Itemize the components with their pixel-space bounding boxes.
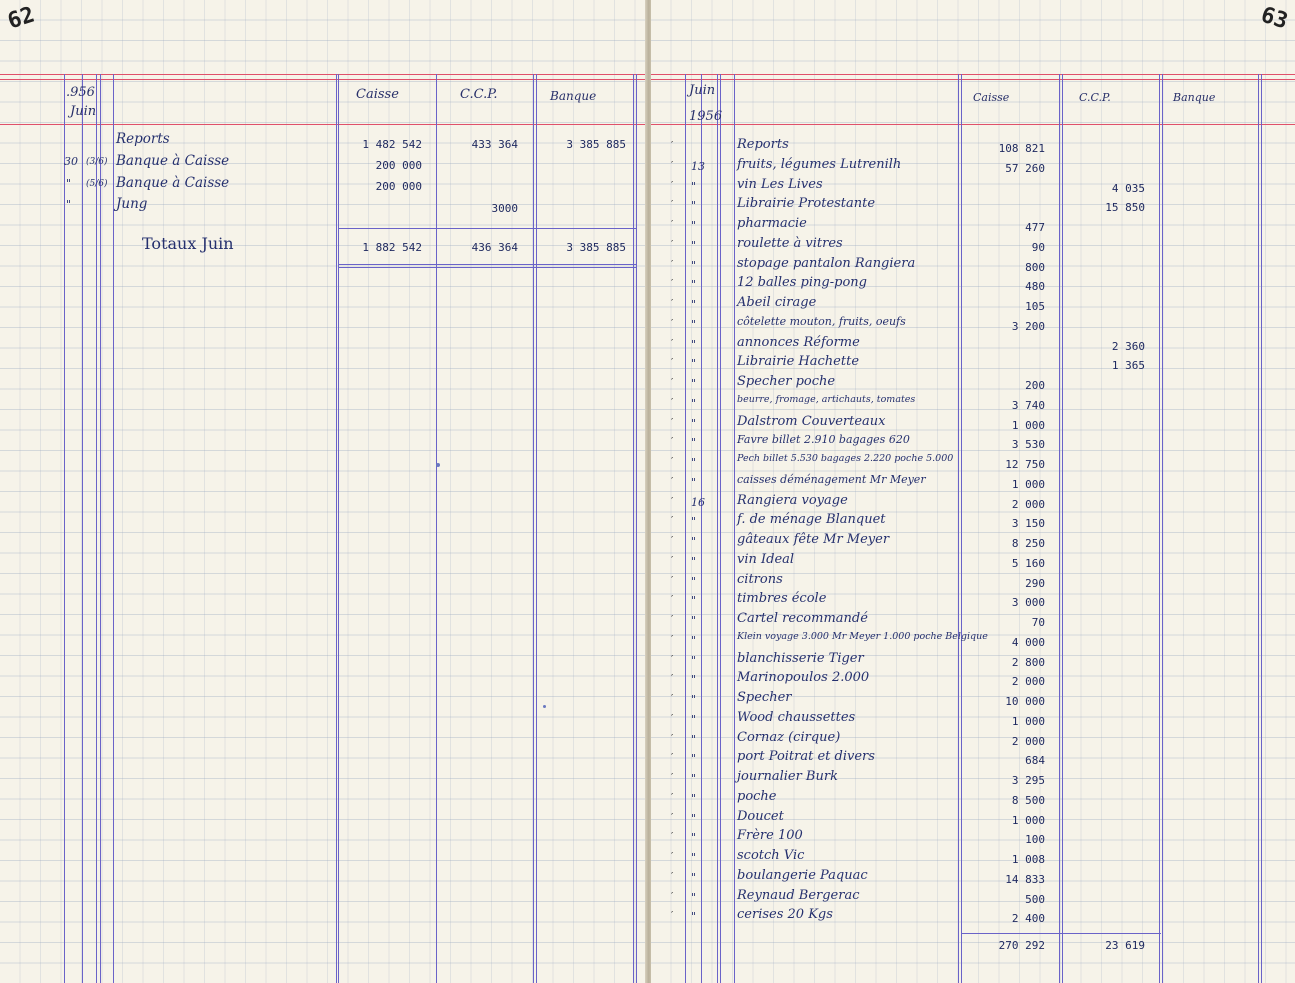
entry-date: ": [691, 199, 697, 213]
entry-date: ": [691, 475, 697, 489]
totals-label: Totaux Juin: [142, 234, 234, 253]
entry-date: ": [691, 179, 697, 193]
check-mark: ′: [671, 653, 674, 665]
check-mark: ′: [671, 140, 674, 151]
entry-caisse: 3 530: [1011, 438, 1045, 452]
entry-caisse: 10 000: [1005, 695, 1045, 708]
entry-date: ": [691, 574, 697, 588]
ink-blot: [543, 705, 546, 708]
entry-description: vin Les Lives: [737, 176, 823, 192]
entry-caisse: 1 000: [1011, 477, 1045, 491]
entry-caisse: 108 821: [998, 142, 1045, 155]
entry-ccp: 1 365: [1111, 359, 1145, 373]
entry-description: annonces Réforme: [737, 334, 860, 350]
header-month: Juin: [70, 104, 97, 119]
entry-date: ": [691, 633, 697, 647]
check-mark: ′: [671, 377, 674, 388]
entry-date: ": [691, 278, 697, 292]
col-rule: [633, 74, 634, 983]
row-desc: Banque à Caisse: [116, 175, 230, 191]
entry-date: ": [691, 693, 697, 706]
entry-description: caisses déménagement Mr Meyer: [737, 472, 926, 486]
header-banque: Banque: [1173, 91, 1216, 104]
entry-caisse: 90: [1031, 240, 1045, 254]
entry-description: Favre billet 2.910 bagages 620: [737, 433, 910, 447]
header-ccp: C.C.P.: [1079, 91, 1111, 104]
row-ref: (5/6): [86, 179, 108, 189]
check-mark: ′: [671, 298, 674, 309]
col-rule: [701, 74, 702, 983]
entry-description: Reports: [737, 137, 789, 152]
total-ccp: 436 364: [471, 241, 518, 254]
ledger-page-right: [651, 0, 1295, 983]
entry-date: ": [691, 811, 697, 825]
page-number-left: 62: [4, 2, 38, 35]
entry-caisse: 800: [1025, 260, 1045, 274]
check-mark: ′: [671, 633, 674, 645]
red-rule-header: [651, 124, 1295, 125]
entry-date: ": [691, 436, 697, 450]
row-date: ": [66, 177, 72, 190]
col-rule: [720, 74, 721, 983]
total-rule: [961, 933, 1161, 934]
col-rule: [82, 74, 83, 983]
entry-caisse: 2 000: [1011, 675, 1045, 689]
entry-description: journalier Burk: [737, 769, 838, 784]
entry-description: vin Ideal: [737, 551, 795, 567]
entry-description: poche: [737, 788, 777, 804]
red-rule-top: [651, 74, 1295, 75]
entry-caisse: 290: [1025, 576, 1045, 590]
entry-caisse: 8 250: [1011, 537, 1045, 550]
entry-description: Librairie Protestante: [737, 196, 876, 212]
entry-description: port Poitrat et divers: [737, 749, 875, 765]
entry-caisse: 57 260: [1005, 161, 1045, 175]
entry-date: ": [691, 712, 697, 726]
check-mark: ′: [671, 258, 674, 270]
entry-caisse: 477: [1025, 221, 1045, 234]
entry-date: ": [691, 317, 697, 331]
red-rule-top-2: [0, 79, 647, 80]
col-rule: [636, 74, 637, 983]
entry-description: f. de ménage Blanquet: [737, 512, 886, 528]
entry-caisse: 14 833: [1005, 872, 1045, 886]
entry-description: Specher poche: [737, 374, 836, 389]
ledger-page-left: [0, 0, 647, 983]
entry-description: Abeil cirage: [737, 295, 817, 310]
row-caisse: 200 000: [375, 159, 422, 172]
check-mark: ′: [671, 199, 674, 211]
entry-description: Librairie Hachette: [737, 354, 860, 370]
entry-date: ": [691, 258, 697, 272]
entry-description: Doucet: [737, 808, 784, 824]
check-mark: ′: [671, 614, 674, 625]
entry-description: beurre, fromage, artichauts, tomates: [737, 393, 916, 405]
entry-caisse: 480: [1025, 280, 1045, 294]
entry-caisse: 5 160: [1011, 556, 1045, 570]
header-ccp: C.C.P.: [460, 87, 498, 102]
header-caisse: Caisse: [356, 87, 399, 102]
total-rule-bottom-2: [338, 267, 636, 268]
entry-description: boulangerie Paquac: [737, 867, 868, 883]
check-mark: ′: [671, 515, 674, 527]
check-mark: ′: [671, 317, 674, 329]
red-rule-top-2: [651, 79, 1295, 80]
check-mark: ′: [671, 554, 674, 566]
row-desc: Banque à Caisse: [116, 153, 230, 169]
entry-description: fruits, légumes Lutrenilh: [737, 156, 902, 172]
entry-date: ": [691, 673, 697, 687]
check-mark: ′: [671, 574, 674, 586]
check-mark: ′: [671, 851, 674, 862]
entry-description: pharmacie: [737, 216, 807, 231]
entry-date: ": [691, 416, 697, 430]
total-caisse: 1 882 542: [362, 241, 422, 254]
check-mark: ′: [671, 772, 674, 783]
entry-description: Dalstrom Couverteaux: [737, 413, 886, 429]
col-rule: [336, 74, 337, 983]
entry-caisse: 1 000: [1011, 418, 1045, 432]
entry-date: 16: [691, 495, 705, 509]
entry-description: citrons: [737, 571, 783, 587]
header-month: Juin: [689, 83, 716, 98]
col-rule: [1059, 74, 1060, 983]
row-ref: (3/6): [86, 157, 108, 167]
entry-caisse: 3 740: [1011, 398, 1045, 412]
check-mark: ′: [671, 870, 674, 882]
col-rule: [1258, 74, 1259, 983]
check-mark: ′: [671, 278, 674, 290]
entry-description: Wood chaussettes: [737, 709, 856, 725]
entry-description: Cartel recommandé: [737, 611, 868, 626]
entry-description: Cornaz (cirque): [737, 729, 841, 745]
entry-date: ": [691, 732, 697, 746]
row-banque: 3 385 885: [566, 138, 626, 151]
col-rule: [1261, 74, 1262, 983]
entry-caisse: 4 000: [1011, 635, 1045, 649]
col-rule: [436, 74, 437, 983]
check-mark: ′: [671, 337, 674, 349]
row-caisse: 200 000: [375, 180, 422, 193]
entry-date: ": [691, 851, 697, 864]
check-mark: ′: [671, 219, 674, 230]
entry-ccp: 15 850: [1105, 201, 1145, 215]
col-rule: [717, 74, 718, 983]
total-ccp: 23 619: [1105, 939, 1145, 952]
check-mark: ′: [671, 890, 674, 902]
entry-ccp: 2 360: [1111, 339, 1145, 353]
page-number-right: 63: [1257, 2, 1291, 35]
red-rule-header: [0, 124, 647, 125]
row-ccp: 433 364: [471, 138, 518, 151]
entry-description: roulette à vitres: [737, 235, 843, 251]
entry-caisse: 684: [1025, 754, 1045, 768]
entry-caisse: 500: [1025, 892, 1045, 906]
entry-description: Pech billet 5.530 bagages 2.220 poche 5.000: [737, 453, 954, 464]
entry-ccp: 4 035: [1111, 181, 1145, 195]
col-rule: [1159, 74, 1160, 983]
row-date: 30: [64, 155, 78, 168]
entry-caisse: 105: [1025, 300, 1045, 313]
entry-date: ": [691, 554, 697, 568]
entry-caisse: 2 400: [1011, 912, 1045, 926]
entry-date: ": [691, 791, 697, 805]
entry-date: ": [691, 594, 697, 608]
col-rule: [685, 74, 686, 983]
entry-date: ": [691, 377, 697, 390]
entry-caisse: 200: [1025, 379, 1045, 392]
entry-description: gâteaux fête Mr Meyer: [737, 532, 890, 547]
entry-date: ": [691, 456, 697, 469]
red-rule-top: [0, 74, 647, 75]
entry-caisse: 3 000: [1011, 596, 1045, 610]
row-desc: Reports: [116, 131, 170, 147]
row-desc: Jung: [116, 196, 148, 212]
entry-date: ": [691, 396, 697, 410]
total-banque: 3 385 885: [566, 241, 626, 254]
entry-date: ": [691, 752, 697, 766]
total-rule-top: [338, 228, 636, 229]
header-year: .956: [66, 85, 95, 100]
check-mark: ′: [671, 791, 674, 803]
entry-caisse: 1 000: [1011, 714, 1045, 728]
header-year: 1956: [689, 109, 723, 124]
entry-caisse: 2 000: [1011, 734, 1045, 748]
entry-date: ": [691, 298, 697, 311]
entry-date: ": [691, 772, 697, 785]
entry-caisse: 1 008: [1011, 853, 1045, 866]
entry-date: ": [691, 357, 697, 371]
check-mark: ′: [671, 416, 674, 428]
check-mark: ′: [671, 732, 674, 744]
header-banque: Banque: [550, 89, 597, 103]
entry-description: côtelette mouton, fruits, oeufs: [737, 314, 906, 328]
entry-caisse: 3 295: [1011, 774, 1045, 787]
check-mark: ′: [671, 495, 674, 507]
entry-caisse: 2 800: [1011, 655, 1045, 669]
check-mark: ′: [671, 238, 674, 250]
entry-description: Klein voyage 3.000 Mr Meyer 1.000 poche Belgique: [737, 630, 988, 642]
col-rule: [113, 74, 114, 983]
col-rule: [100, 74, 101, 983]
entry-date: ": [691, 653, 697, 667]
check-mark: ′: [671, 910, 674, 922]
entry-date: ": [691, 337, 697, 351]
entry-date: ": [691, 890, 697, 904]
entry-caisse: 100: [1025, 833, 1045, 847]
entry-description: Marinopoulos 2.000: [737, 670, 870, 686]
row-ccp: 3000: [491, 202, 518, 215]
entry-description: Rangiera voyage: [737, 492, 848, 508]
entry-date: ": [691, 219, 697, 232]
entry-date: ": [691, 535, 697, 548]
entry-caisse: 12 750: [1005, 458, 1045, 471]
col-rule: [536, 74, 537, 983]
entry-description: timbres école: [737, 591, 827, 607]
col-rule: [338, 74, 339, 983]
entry-date: ": [691, 910, 697, 924]
entry-description: stopage pantalon Rangiera: [737, 255, 916, 271]
check-mark: ′: [671, 179, 674, 191]
check-mark: ′: [671, 436, 674, 448]
col-rule: [533, 74, 534, 983]
col-rule: [96, 74, 97, 983]
entry-date: ": [691, 515, 697, 529]
check-mark: ′: [671, 831, 674, 843]
check-mark: ′: [671, 396, 674, 408]
total-rule-bottom: [338, 264, 636, 265]
entry-date: ": [691, 870, 697, 884]
entry-caisse: 8 500: [1011, 793, 1045, 807]
entry-description: blanchisserie Tiger: [737, 650, 864, 666]
entry-caisse: 3 200: [1011, 319, 1045, 333]
check-mark: ′: [671, 673, 674, 685]
header-caisse: Caisse: [973, 91, 1010, 104]
check-mark: ′: [671, 456, 674, 467]
check-mark: ′: [671, 811, 674, 823]
entry-caisse: 70: [1031, 616, 1045, 629]
check-mark: ′: [671, 357, 674, 369]
entry-description: Reynaud Bergerac: [737, 887, 860, 903]
col-rule: [734, 74, 735, 983]
check-mark: ′: [671, 159, 674, 171]
entry-caisse: 2 000: [1011, 497, 1045, 511]
entry-date: 13: [691, 159, 705, 173]
entry-description: cerises 20 Kgs: [737, 907, 833, 923]
entry-date: ": [691, 831, 697, 845]
col-rule: [1162, 74, 1163, 983]
entry-date: ": [691, 238, 697, 252]
row-caisse: 1 482 542: [362, 138, 422, 151]
entry-caisse: 3 150: [1011, 517, 1045, 531]
check-mark: ′: [671, 594, 674, 606]
entry-description: Specher: [737, 690, 792, 705]
col-rule: [961, 74, 962, 983]
entry-caisse: 1 000: [1011, 813, 1045, 827]
entry-description: scotch Vic: [737, 848, 805, 863]
col-rule: [1062, 74, 1063, 983]
total-caisse: 270 292: [998, 939, 1045, 952]
check-mark: ′: [671, 712, 674, 724]
entry-description: 12 balles ping-pong: [737, 275, 867, 291]
ink-blot: [436, 463, 440, 467]
check-mark: ′: [671, 752, 674, 764]
check-mark: ′: [671, 475, 674, 487]
row-date: ": [66, 198, 72, 211]
col-rule: [64, 74, 65, 983]
check-mark: ′: [671, 693, 674, 704]
col-rule: [958, 74, 959, 983]
entry-date: ": [691, 614, 697, 627]
entry-description: Frère 100: [737, 828, 803, 844]
check-mark: ′: [671, 535, 674, 546]
